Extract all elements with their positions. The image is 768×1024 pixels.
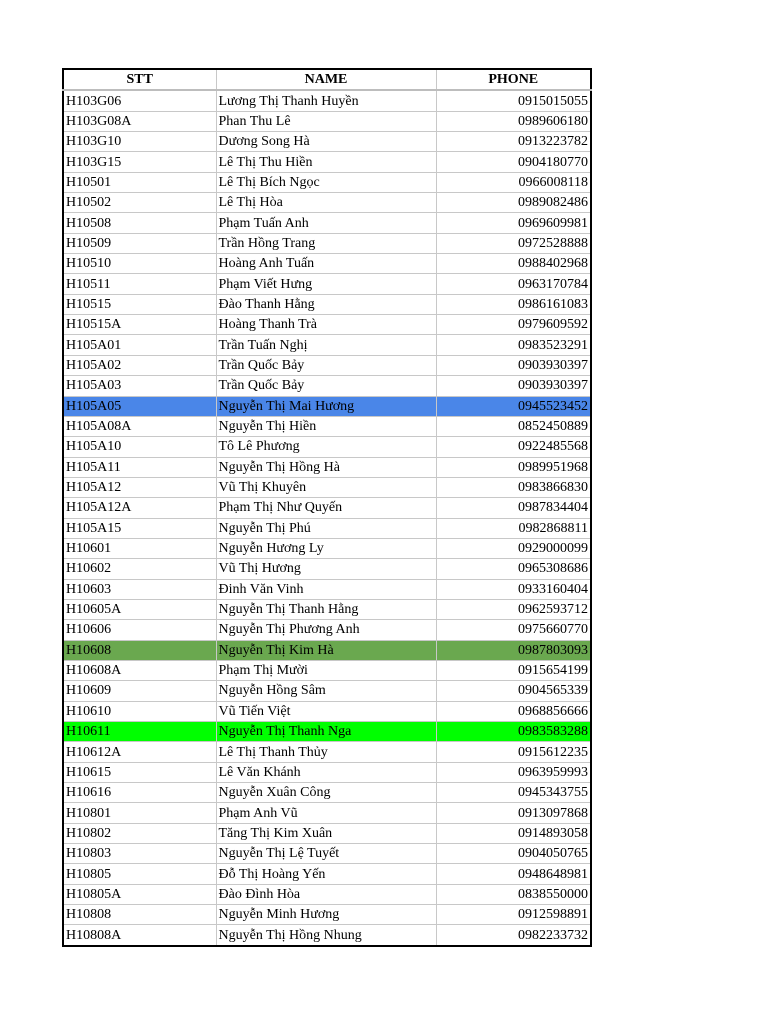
table-row[interactable] bbox=[63, 864, 591, 884]
cell-name[interactable]: Phạm Thị Như Quyến bbox=[216, 498, 436, 518]
cell-name[interactable]: Nguyễn Thị Phương Anh bbox=[216, 620, 436, 640]
cell-stt[interactable]: H10805 bbox=[63, 864, 216, 884]
cell-stt[interactable]: H105A03 bbox=[63, 376, 216, 396]
cell-name[interactable]: Hoàng Anh Tuấn bbox=[216, 254, 436, 274]
cell-phone[interactable]: 0903930397 bbox=[436, 355, 591, 375]
table-row[interactable] bbox=[63, 762, 591, 782]
cell-stt[interactable]: H103G15 bbox=[63, 152, 216, 172]
table-row[interactable] bbox=[63, 477, 591, 497]
cell-phone[interactable]: 0962593712 bbox=[436, 599, 591, 619]
cell-name[interactable]: Phạm Viết Hưng bbox=[216, 274, 436, 294]
table-row[interactable] bbox=[63, 701, 591, 721]
cell-phone[interactable]: 0988402968 bbox=[436, 254, 591, 274]
cell-stt[interactable]: H105A08A bbox=[63, 416, 216, 436]
cell-stt[interactable]: H10616 bbox=[63, 783, 216, 803]
table-row[interactable] bbox=[63, 905, 591, 925]
cell-stt[interactable]: H10508 bbox=[63, 213, 216, 233]
cell-name[interactable]: Nguyễn Thị Hồng Nhung bbox=[216, 925, 436, 946]
cell-phone[interactable]: 0914893058 bbox=[436, 823, 591, 843]
cell-phone[interactable]: 0915612235 bbox=[436, 742, 591, 762]
cell-phone[interactable]: 0945523452 bbox=[436, 396, 591, 416]
table-row[interactable] bbox=[63, 681, 591, 701]
cell-phone[interactable]: 0852450889 bbox=[436, 416, 591, 436]
header-stt: STT bbox=[63, 69, 216, 90]
table-row[interactable] bbox=[63, 518, 591, 538]
cell-phone[interactable]: 0972528888 bbox=[436, 233, 591, 253]
cell-phone[interactable]: 0904180770 bbox=[436, 152, 591, 172]
cell-name[interactable]: Nguyễn Minh Hương bbox=[216, 905, 436, 925]
cell-phone[interactable]: 0904565339 bbox=[436, 681, 591, 701]
cell-phone[interactable]: 0913097868 bbox=[436, 803, 591, 823]
table-row[interactable] bbox=[63, 803, 591, 823]
cell-phone[interactable]: 0915015055 bbox=[436, 90, 591, 111]
table-row[interactable] bbox=[63, 640, 591, 660]
header-phone: PHONE bbox=[436, 69, 591, 90]
cell-phone[interactable]: 0982233732 bbox=[436, 925, 591, 946]
cell-stt[interactable]: H105A10 bbox=[63, 437, 216, 457]
cell-name[interactable]: Lê Văn Khánh bbox=[216, 762, 436, 782]
cell-stt[interactable]: H10509 bbox=[63, 233, 216, 253]
cell-name[interactable]: Hoàng Thanh Trà bbox=[216, 315, 436, 335]
cell-stt[interactable]: H10601 bbox=[63, 538, 216, 558]
table-row[interactable] bbox=[63, 925, 591, 946]
cell-name[interactable]: Nguyễn Thị Hiền bbox=[216, 416, 436, 436]
cell-phone[interactable]: 0903930397 bbox=[436, 376, 591, 396]
cell-phone[interactable]: 0838550000 bbox=[436, 884, 591, 904]
cell-stt[interactable]: H10602 bbox=[63, 559, 216, 579]
table-row[interactable] bbox=[63, 722, 591, 742]
cell-stt[interactable]: H105A15 bbox=[63, 518, 216, 538]
cell-name[interactable]: Phạm Thị Mười bbox=[216, 660, 436, 680]
cell-name[interactable]: Nguyễn Thị Hồng Hà bbox=[216, 457, 436, 477]
table-row[interactable] bbox=[63, 376, 591, 396]
table-row[interactable] bbox=[63, 844, 591, 864]
cell-stt[interactable]: H10803 bbox=[63, 844, 216, 864]
table-body bbox=[63, 90, 591, 945]
contact-table bbox=[62, 68, 592, 947]
cell-stt[interactable]: H10605A bbox=[63, 599, 216, 619]
cell-name[interactable]: Vũ Thị Khuyên bbox=[216, 477, 436, 497]
cell-phone[interactable]: 0983523291 bbox=[436, 335, 591, 355]
cell-stt[interactable]: H10612A bbox=[63, 742, 216, 762]
cell-stt[interactable]: H10808A bbox=[63, 925, 216, 946]
table-row[interactable] bbox=[63, 396, 591, 416]
cell-name[interactable]: Trần Quốc Bảy bbox=[216, 376, 436, 396]
cell-stt[interactable]: H103G10 bbox=[63, 132, 216, 152]
cell-name[interactable]: Nguyễn Thị Lệ Tuyết bbox=[216, 844, 436, 864]
cell-phone[interactable]: 0969609981 bbox=[436, 213, 591, 233]
cell-stt[interactable]: H105A12 bbox=[63, 477, 216, 497]
cell-name[interactable]: Đỗ Thị Hoàng Yến bbox=[216, 864, 436, 884]
cell-phone[interactable]: 0983866830 bbox=[436, 477, 591, 497]
cell-phone[interactable]: 0948648981 bbox=[436, 864, 591, 884]
cell-name[interactable]: Tăng Thị Kim Xuân bbox=[216, 823, 436, 843]
cell-name[interactable]: Nguyễn Thị Thanh Hằng bbox=[216, 599, 436, 619]
cell-phone[interactable]: 0989606180 bbox=[436, 111, 591, 131]
cell-name[interactable]: Vũ Thị Hương bbox=[216, 559, 436, 579]
cell-stt[interactable]: H103G06 bbox=[63, 90, 216, 111]
cell-stt[interactable]: H10515A bbox=[63, 315, 216, 335]
cell-name[interactable]: Lê Thị Thu Hiền bbox=[216, 152, 436, 172]
cell-stt[interactable]: H103G08A bbox=[63, 111, 216, 131]
cell-phone[interactable]: 0975660770 bbox=[436, 620, 591, 640]
cell-stt[interactable]: H10510 bbox=[63, 254, 216, 274]
cell-stt[interactable]: H105A12A bbox=[63, 498, 216, 518]
cell-phone[interactable]: 0929000099 bbox=[436, 538, 591, 558]
table-row[interactable] bbox=[63, 498, 591, 518]
cell-stt[interactable]: H105A01 bbox=[63, 335, 216, 355]
table-row[interactable] bbox=[63, 620, 591, 640]
cell-name[interactable]: Lương Thị Thanh Huyền bbox=[216, 90, 436, 111]
cell-phone[interactable]: 0965308686 bbox=[436, 559, 591, 579]
cell-phone[interactable]: 0963170784 bbox=[436, 274, 591, 294]
cell-name[interactable]: Lê Thị Bích Ngọc bbox=[216, 172, 436, 192]
cell-stt[interactable]: H10511 bbox=[63, 274, 216, 294]
table-row[interactable] bbox=[63, 355, 591, 375]
header-name: NAME bbox=[216, 69, 436, 90]
table-row[interactable] bbox=[63, 213, 591, 233]
cell-phone[interactable]: 0983583288 bbox=[436, 722, 591, 742]
table-row[interactable] bbox=[63, 132, 591, 152]
cell-name[interactable]: Lê Thị Thanh Thủy bbox=[216, 742, 436, 762]
cell-phone[interactable]: 0986161083 bbox=[436, 294, 591, 314]
cell-name[interactable]: Trần Hồng Trang bbox=[216, 233, 436, 253]
cell-stt[interactable]: H10515 bbox=[63, 294, 216, 314]
cell-name[interactable]: Đào Thanh Hằng bbox=[216, 294, 436, 314]
table-row[interactable] bbox=[63, 274, 591, 294]
cell-phone[interactable]: 0987834404 bbox=[436, 498, 591, 518]
cell-name[interactable]: Phan Thu Lê bbox=[216, 111, 436, 131]
table-row[interactable] bbox=[63, 742, 591, 762]
cell-phone[interactable]: 0968856666 bbox=[436, 701, 591, 721]
cell-stt[interactable]: H10611 bbox=[63, 722, 216, 742]
cell-name[interactable]: Nguyễn Hương Ly bbox=[216, 538, 436, 558]
cell-stt[interactable]: H10608A bbox=[63, 660, 216, 680]
cell-phone[interactable]: 0989082486 bbox=[436, 193, 591, 213]
cell-name[interactable]: Nguyễn Xuân Công bbox=[216, 783, 436, 803]
table-row[interactable] bbox=[63, 90, 591, 111]
cell-phone[interactable]: 0963959993 bbox=[436, 762, 591, 782]
cell-phone[interactable]: 0945343755 bbox=[436, 783, 591, 803]
cell-name[interactable]: Đinh Văn Vinh bbox=[216, 579, 436, 599]
table-row[interactable] bbox=[63, 294, 591, 314]
cell-stt[interactable]: H105A11 bbox=[63, 457, 216, 477]
table-row[interactable] bbox=[63, 416, 591, 436]
cell-phone[interactable]: 0912598891 bbox=[436, 905, 591, 925]
cell-name[interactable]: Tô Lê Phương bbox=[216, 437, 436, 457]
table-row[interactable] bbox=[63, 884, 591, 904]
cell-phone[interactable]: 0913223782 bbox=[436, 132, 591, 152]
cell-phone[interactable]: 0915654199 bbox=[436, 660, 591, 680]
cell-phone[interactable]: 0922485568 bbox=[436, 437, 591, 457]
table-row[interactable] bbox=[63, 660, 591, 680]
table-row[interactable] bbox=[63, 579, 591, 599]
cell-name[interactable]: Trần Quốc Bảy bbox=[216, 355, 436, 375]
cell-stt[interactable]: H10502 bbox=[63, 193, 216, 213]
table-row[interactable] bbox=[63, 335, 591, 355]
cell-name[interactable]: Trần Tuấn Nghị bbox=[216, 335, 436, 355]
cell-name[interactable]: Nguyễn Thị Mai Hương bbox=[216, 396, 436, 416]
cell-stt[interactable]: H10802 bbox=[63, 823, 216, 843]
table-row[interactable] bbox=[63, 172, 591, 192]
cell-phone[interactable]: 0966008118 bbox=[436, 172, 591, 192]
table-row[interactable] bbox=[63, 783, 591, 803]
cell-name[interactable]: Vũ Tiến Việt bbox=[216, 701, 436, 721]
cell-stt[interactable]: H105A02 bbox=[63, 355, 216, 375]
cell-phone[interactable]: 0987803093 bbox=[436, 640, 591, 660]
cell-name[interactable]: Nguyễn Hồng Sâm bbox=[216, 681, 436, 701]
cell-phone[interactable]: 0904050765 bbox=[436, 844, 591, 864]
cell-phone[interactable]: 0982868811 bbox=[436, 518, 591, 538]
cell-name[interactable]: Dương Song Hà bbox=[216, 132, 436, 152]
cell-stt[interactable]: H10603 bbox=[63, 579, 216, 599]
cell-stt[interactable]: H10609 bbox=[63, 681, 216, 701]
header-row bbox=[63, 69, 591, 90]
cell-stt[interactable]: H10610 bbox=[63, 701, 216, 721]
cell-name[interactable]: Nguyễn Thị Thanh Nga bbox=[216, 722, 436, 742]
table-row[interactable] bbox=[63, 559, 591, 579]
cell-stt[interactable]: H10606 bbox=[63, 620, 216, 640]
table-row[interactable] bbox=[63, 538, 591, 558]
cell-phone[interactable]: 0979609592 bbox=[436, 315, 591, 335]
cell-phone[interactable]: 0933160404 bbox=[436, 579, 591, 599]
table-row[interactable] bbox=[63, 437, 591, 457]
cell-name[interactable]: Phạm Tuấn Anh bbox=[216, 213, 436, 233]
cell-stt[interactable]: H105A05 bbox=[63, 396, 216, 416]
table-row[interactable] bbox=[63, 315, 591, 335]
cell-stt[interactable]: H10805A bbox=[63, 884, 216, 904]
table-row[interactable] bbox=[63, 193, 591, 213]
cell-name[interactable]: Nguyễn Thị Kim Hà bbox=[216, 640, 436, 660]
table-row[interactable] bbox=[63, 111, 591, 131]
cell-name[interactable]: Đào Đình Hòa bbox=[216, 884, 436, 904]
cell-stt[interactable]: H10801 bbox=[63, 803, 216, 823]
cell-name[interactable]: Phạm Anh Vũ bbox=[216, 803, 436, 823]
cell-name[interactable]: Lê Thị Hòa bbox=[216, 193, 436, 213]
cell-phone[interactable]: 0989951968 bbox=[436, 457, 591, 477]
table-row[interactable] bbox=[63, 823, 591, 843]
table-row[interactable] bbox=[63, 599, 591, 619]
table-row[interactable] bbox=[63, 254, 591, 274]
table-row[interactable] bbox=[63, 233, 591, 253]
cell-stt[interactable]: H10501 bbox=[63, 172, 216, 192]
table-row[interactable] bbox=[63, 457, 591, 477]
cell-stt[interactable]: H10615 bbox=[63, 762, 216, 782]
cell-name[interactable]: Nguyễn Thị Phú bbox=[216, 518, 436, 538]
cell-stt[interactable]: H10608 bbox=[63, 640, 216, 660]
cell-stt[interactable]: H10808 bbox=[63, 905, 216, 925]
table-row[interactable] bbox=[63, 152, 591, 172]
